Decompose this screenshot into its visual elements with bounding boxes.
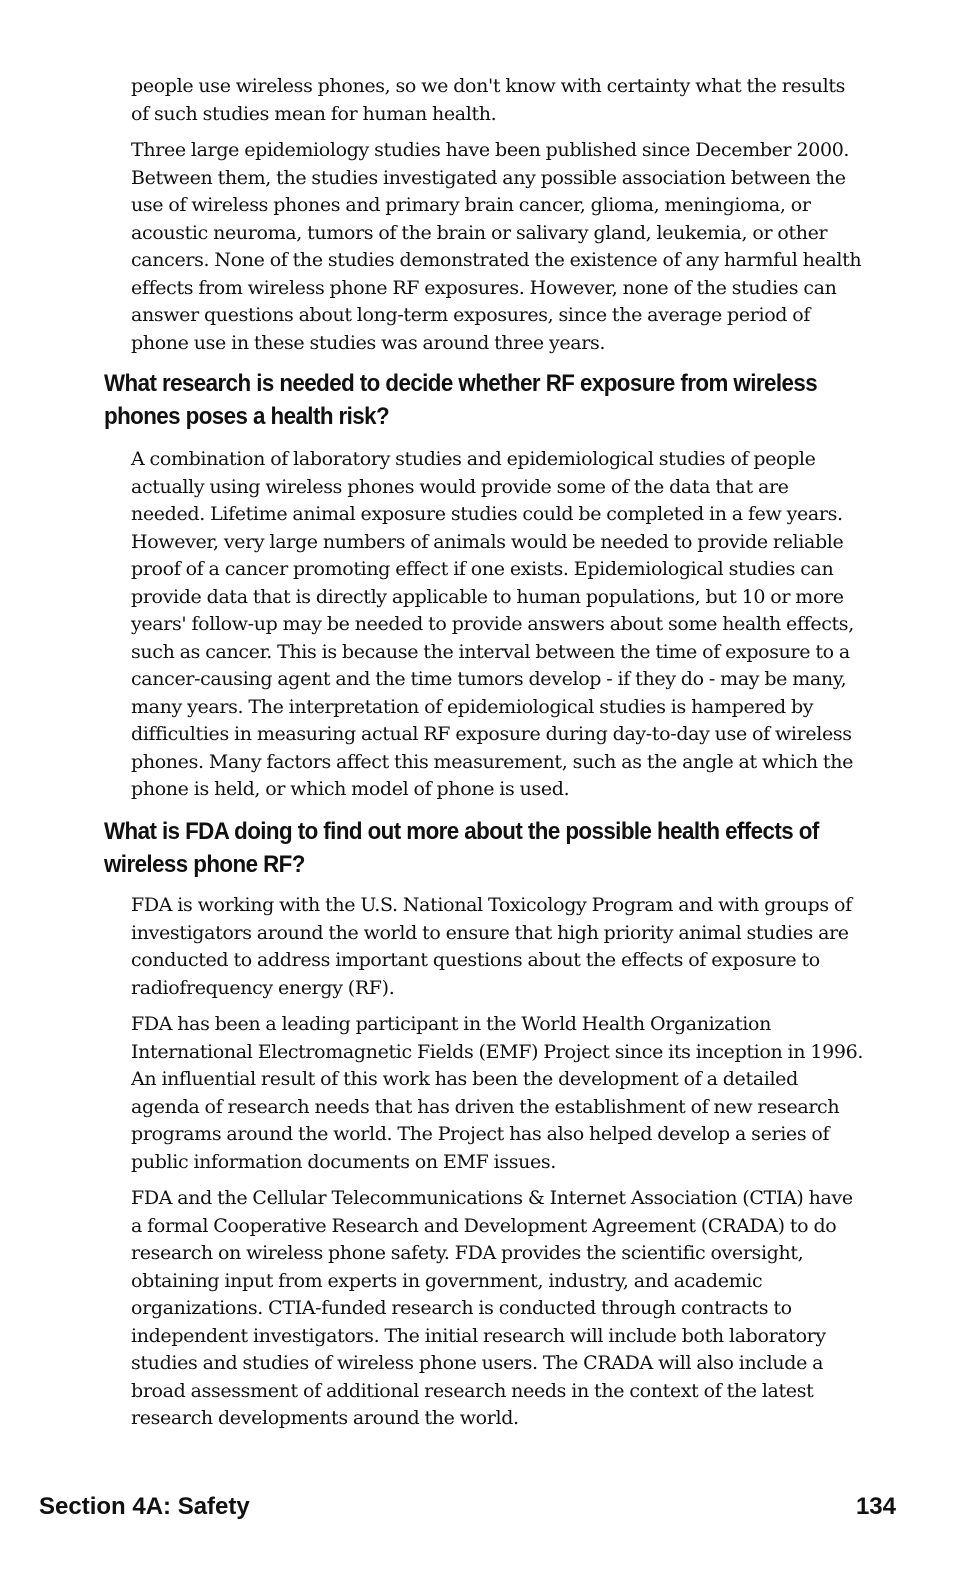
footer-page-number: 134 — [855, 1493, 896, 1520]
research-needed-heading: What research is needed to decide whether RF exposure from wireless phones poses a health risk? — [104, 370, 818, 430]
footer-section-title: Section 4A: Safety — [39, 1493, 250, 1520]
epidemiology-paragraph: Three large epidemiology studies have been published since December 2000. Between them, the studies investigated any possible association between the use of wireless phones and primary brain cancer, glioma, meningioma, or acoustic neuroma, tumors of the brain or salivary gland, leukemia, or other cancers. None of the studies demonstrated the existence of any harmful health effects from wireless phone RF exposures. However, none of the studies can answer questions about long-term exposures, since the average period of phone use in these studies was around three years. — [131, 139, 862, 354]
fda-activities-heading: What is FDA doing to find out more about the possible health effects of wireless phone RF? — [104, 818, 819, 878]
fda-ctia-paragraph: FDA and the Cellular Telecommunications & Internet Association (CTIA) have a formal Cooperative Research and Development Agreement (CRADA) to do research on wireless phone safety. FDA provides the scientific oversight, obtaining input from experts in government, industry, and academic organizations. CTIA-funded research is conducted through contracts to independent investigators. The initial research will include both laboratory studies and studies of wireless phone users. The CRADA will also include a broad assessment of additional research needs in the context of the latest research developments around the world. — [131, 1187, 853, 1429]
fda-ntp-paragraph: FDA is working with the U.S. National Toxicology Program and with groups of investigators around the world to ensure that high priority animal studies are conducted to address important questions about the effects of exposure to radiofrequency energy (RF). — [131, 894, 852, 999]
intro-continuation-paragraph: people use wireless phones, so we don't know with certainty what the results of such studies mean for human health. — [131, 75, 846, 125]
research-needed-paragraph: A combination of laboratory studies and epidemiological studies of people actually using wireless phones would provide some of the data that are needed. Lifetime animal exposure studies could be completed in a few years. However, very large numbers of animals would be needed to provide reliable proof of a cancer promoting effect if one exists. Epidemiological studies can provide data that is directly applicable to human populations, but 10 or more years' follow-up may be needed to provide answers about some health effects, such as cancer. This is because the interval between the time of exposure to a cancer-causing agent and the time tumors develop - if they do - may be many, many years. The interpretation of epidemiological studies is hampered by difficulties in measuring actual RF exposure during day-to-day use of wireless phones. Many factors affect this measurement, such as the angle at which the phone is held, or which model of phone is used. — [131, 448, 854, 800]
fda-who-paragraph: FDA has been a leading participant in the World Health Organization International Electromagnetic Fields (EMF) Project since its inception in 1996. An influential result of this work has been the development of a detailed agenda of research needs that has driven the establishment of new research programs around the world. The Project has also helped develop a series of public information documents on EMF issues. — [131, 1013, 864, 1173]
